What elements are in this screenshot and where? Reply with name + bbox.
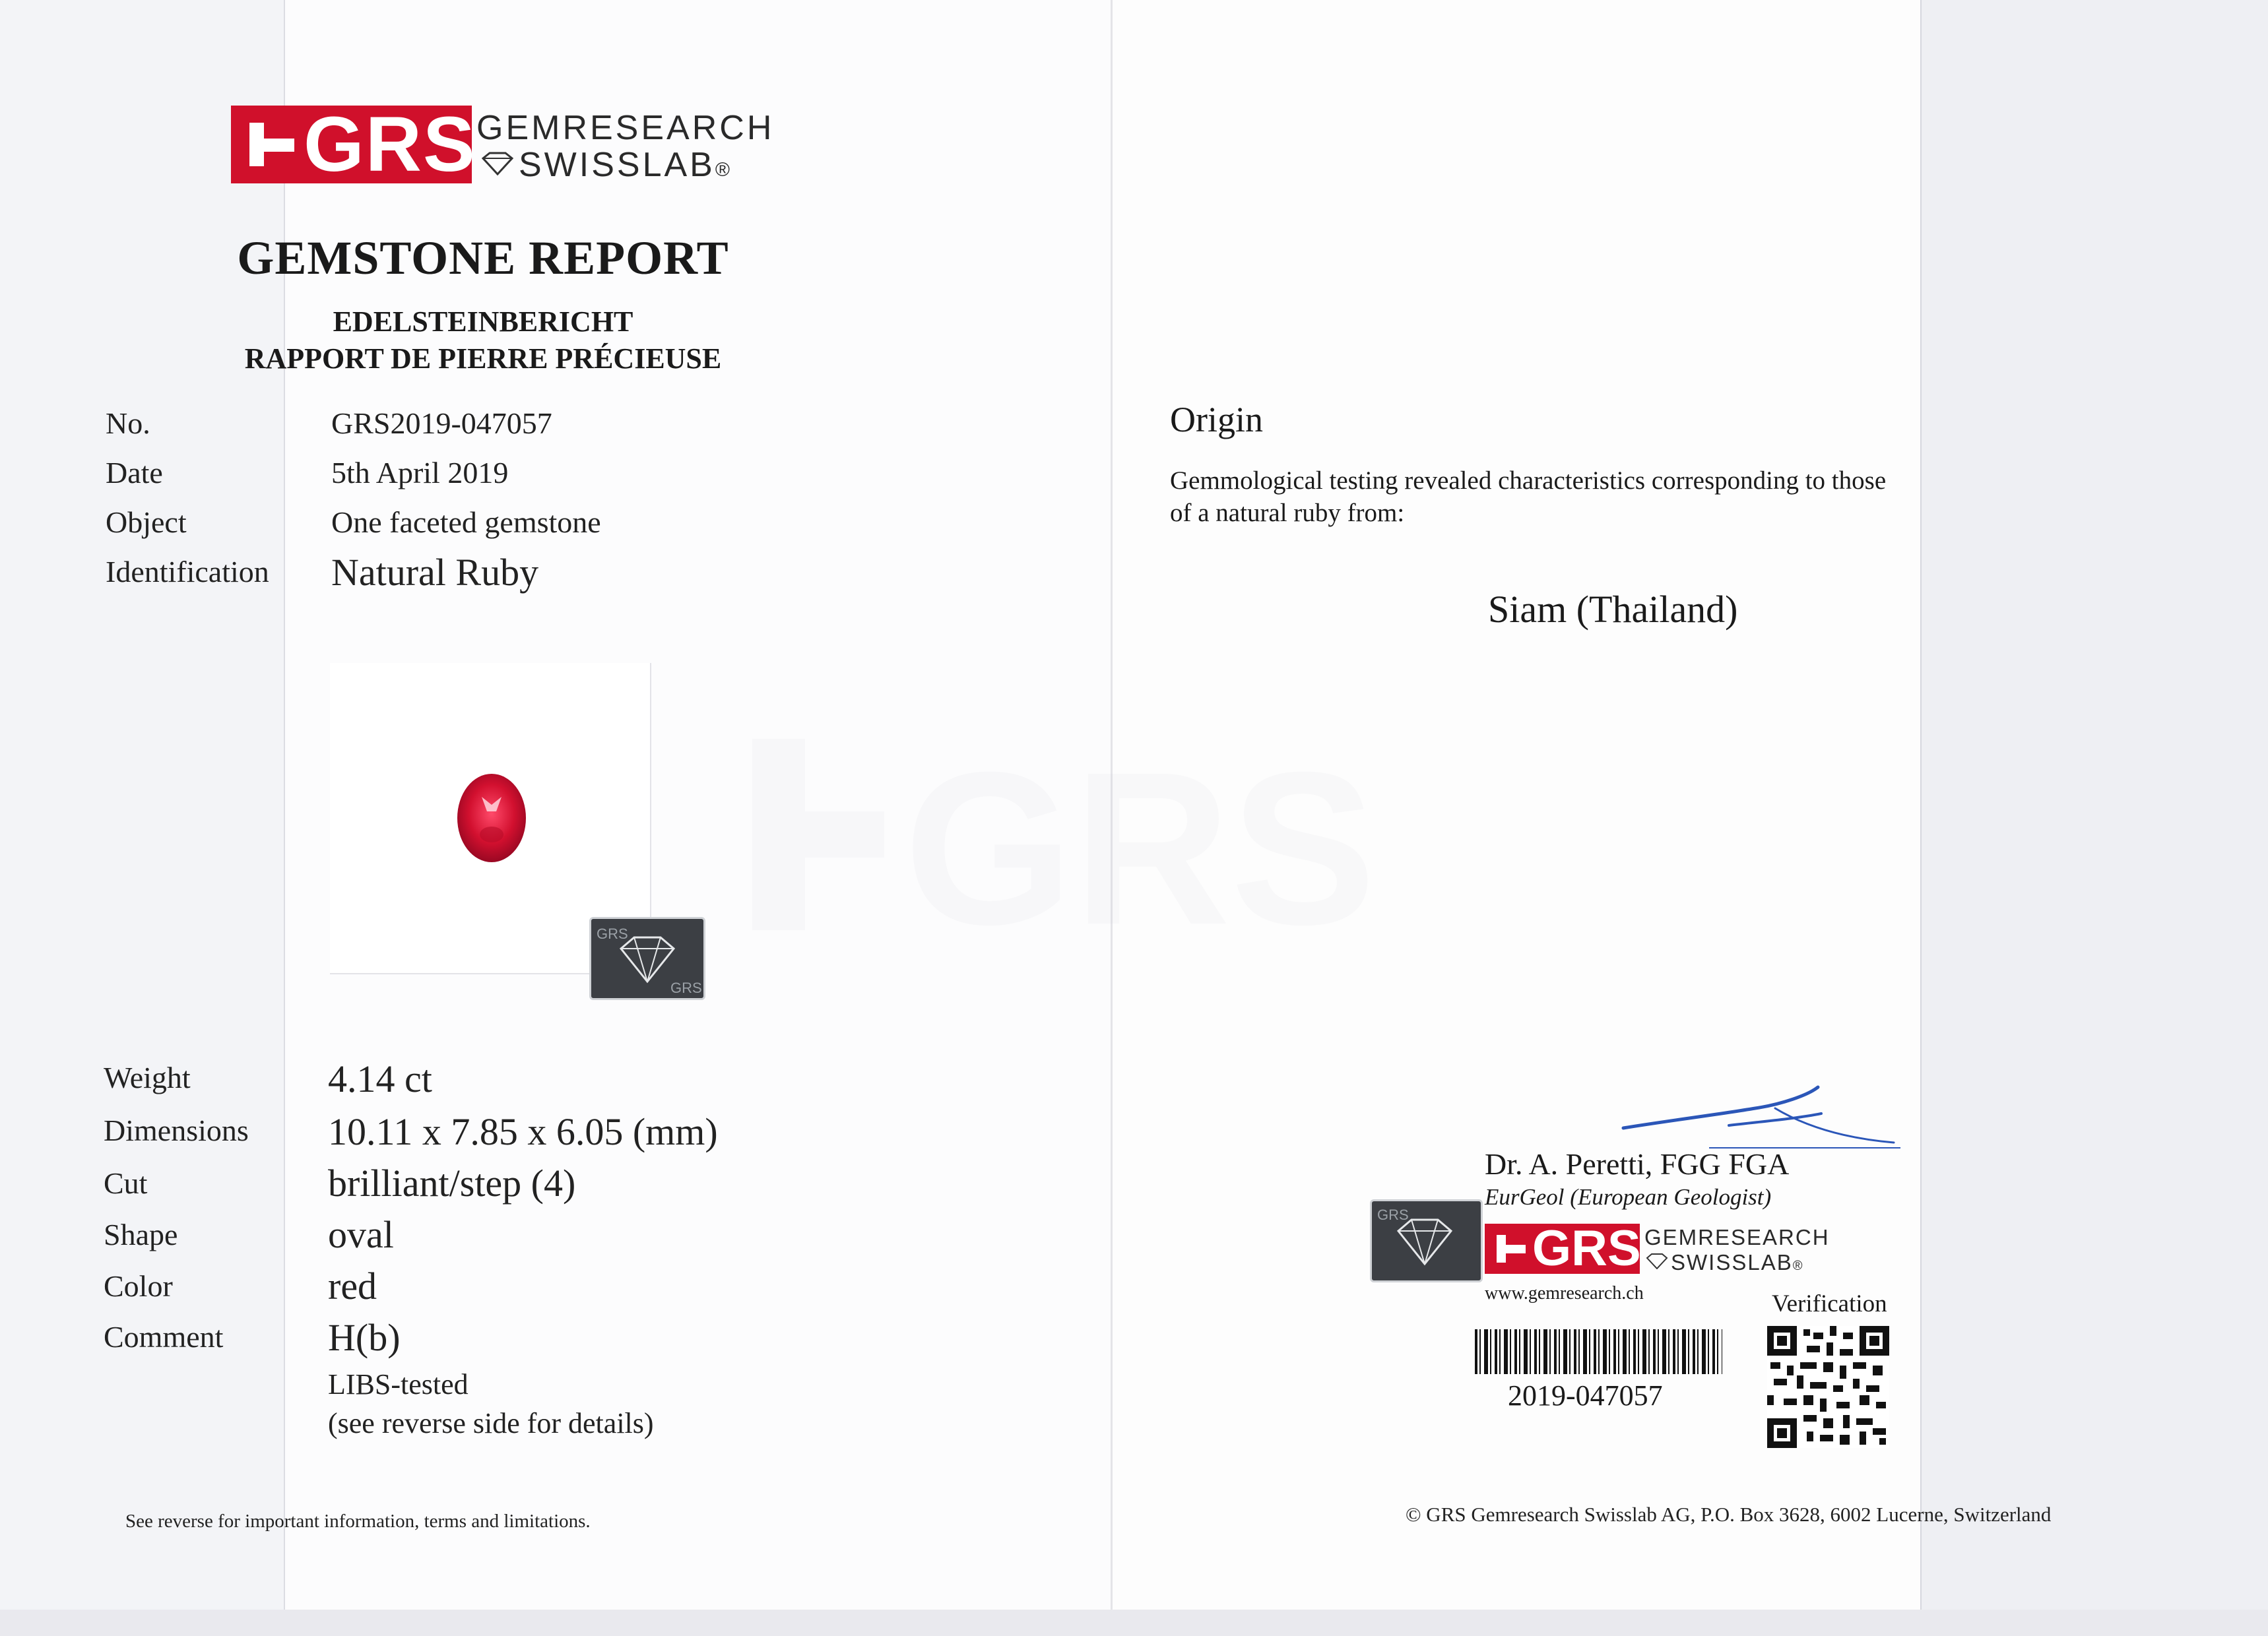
value-identification: Natural Ruby bbox=[331, 551, 539, 594]
svg-text:GRS: GRS bbox=[904, 726, 1377, 950]
logo-small-swisslab bbox=[1671, 1250, 1803, 1278]
barcode-number: 2019-047057 bbox=[1508, 1379, 1663, 1412]
value-cut: brilliant/step (4) bbox=[328, 1162, 576, 1205]
grs-logo-small bbox=[1485, 1220, 1830, 1276]
label-comment: Comment bbox=[104, 1320, 224, 1354]
signature-title: EurGeol (European Geologist) bbox=[1485, 1184, 1772, 1210]
logo-small-gemresearch: GEMRESEARCH bbox=[1644, 1225, 1830, 1249]
bottom-edge bbox=[0, 1610, 2268, 1636]
grs-logo-mark: GRS bbox=[304, 101, 476, 188]
label-number: No. bbox=[106, 406, 150, 440]
label-shape: Shape bbox=[104, 1218, 178, 1251]
grs-logo-small-mark: GRS bbox=[1532, 1220, 1641, 1276]
origin-text-line2: of a natural ruby from: bbox=[1170, 499, 1405, 527]
value-shape: oval bbox=[328, 1213, 394, 1256]
logo-line-gemresearch: GEMRESEARCH bbox=[476, 109, 775, 147]
origin-result: Siam (Thailand) bbox=[1488, 588, 1738, 631]
label-cut: Cut bbox=[104, 1166, 148, 1200]
value-number: GRS2019-047057 bbox=[331, 406, 552, 440]
label-object: Object bbox=[106, 505, 187, 539]
origin-text-line1: Gemmological testing revealed characteristics corresponding to those bbox=[1170, 466, 1887, 495]
svg-text:GRS: GRS bbox=[597, 926, 628, 942]
value-dimensions: 10.11 x 7.85 x 6.05 (mm) bbox=[328, 1110, 718, 1153]
svg-text:GRS: GRS bbox=[670, 980, 702, 996]
grs-logo bbox=[231, 101, 775, 188]
logo-line-swisslab bbox=[519, 145, 732, 190]
logo-small-swisslab-text: SWISSLAB bbox=[1671, 1250, 1793, 1274]
registered-mark-small: ® bbox=[1792, 1259, 1804, 1273]
grs-watermark-logo bbox=[752, 712, 1452, 950]
website-link[interactable]: www.gemresearch.ch bbox=[1485, 1283, 1644, 1304]
report-subtitle-de: EDELSTEINBERICHT bbox=[333, 305, 633, 338]
diamond-hologram-icon bbox=[589, 917, 705, 1000]
label-identification: Identification bbox=[106, 555, 269, 588]
value-date: 5th April 2019 bbox=[331, 456, 509, 489]
report-title: GEMSTONE REPORT bbox=[237, 232, 729, 284]
comment-libs: LIBS-tested bbox=[328, 1368, 469, 1400]
right-sleeve-strip bbox=[1920, 0, 2268, 1636]
label-dimensions: Dimensions bbox=[104, 1114, 249, 1147]
origin-heading: Origin bbox=[1170, 400, 1263, 439]
qr-code-icon[interactable] bbox=[1767, 1326, 1889, 1448]
signature-name: Dr. A. Peretti, FGG FGA bbox=[1485, 1147, 1790, 1181]
verification-label: Verification bbox=[1772, 1290, 1887, 1317]
diamond-icon bbox=[480, 152, 515, 175]
ruby-gem-icon bbox=[455, 772, 528, 864]
value-comment: H(b) bbox=[328, 1316, 401, 1359]
label-date: Date bbox=[106, 456, 163, 489]
barcode-icon bbox=[1475, 1329, 1722, 1374]
label-weight: Weight bbox=[104, 1061, 191, 1094]
comment-reverse-note: (see reverse side for details) bbox=[328, 1407, 654, 1439]
svg-text:GRS: GRS bbox=[1377, 1207, 1409, 1223]
value-object: One faceted gemstone bbox=[331, 505, 601, 539]
diamond-hologram-seal-icon bbox=[1370, 1199, 1483, 1282]
value-weight: 4.14 ct bbox=[328, 1057, 432, 1100]
value-color: red bbox=[328, 1265, 377, 1307]
diamond-small-icon bbox=[1646, 1253, 1668, 1269]
label-color: Color bbox=[104, 1269, 173, 1303]
logo-swisslab-text: SWISSLAB bbox=[519, 146, 715, 184]
footer-right-copyright: © GRS Gemresearch Swisslab AG, P.O. Box 3628, 6002 Lucerne, Switzerland bbox=[1406, 1503, 2052, 1526]
report-subtitle-fr: RAPPORT DE PIERRE PRÉCIEUSE bbox=[244, 342, 722, 375]
registered-mark: ® bbox=[715, 159, 732, 181]
footer-left-note: See reverse for important information, terms and limitations. bbox=[125, 1511, 591, 1532]
